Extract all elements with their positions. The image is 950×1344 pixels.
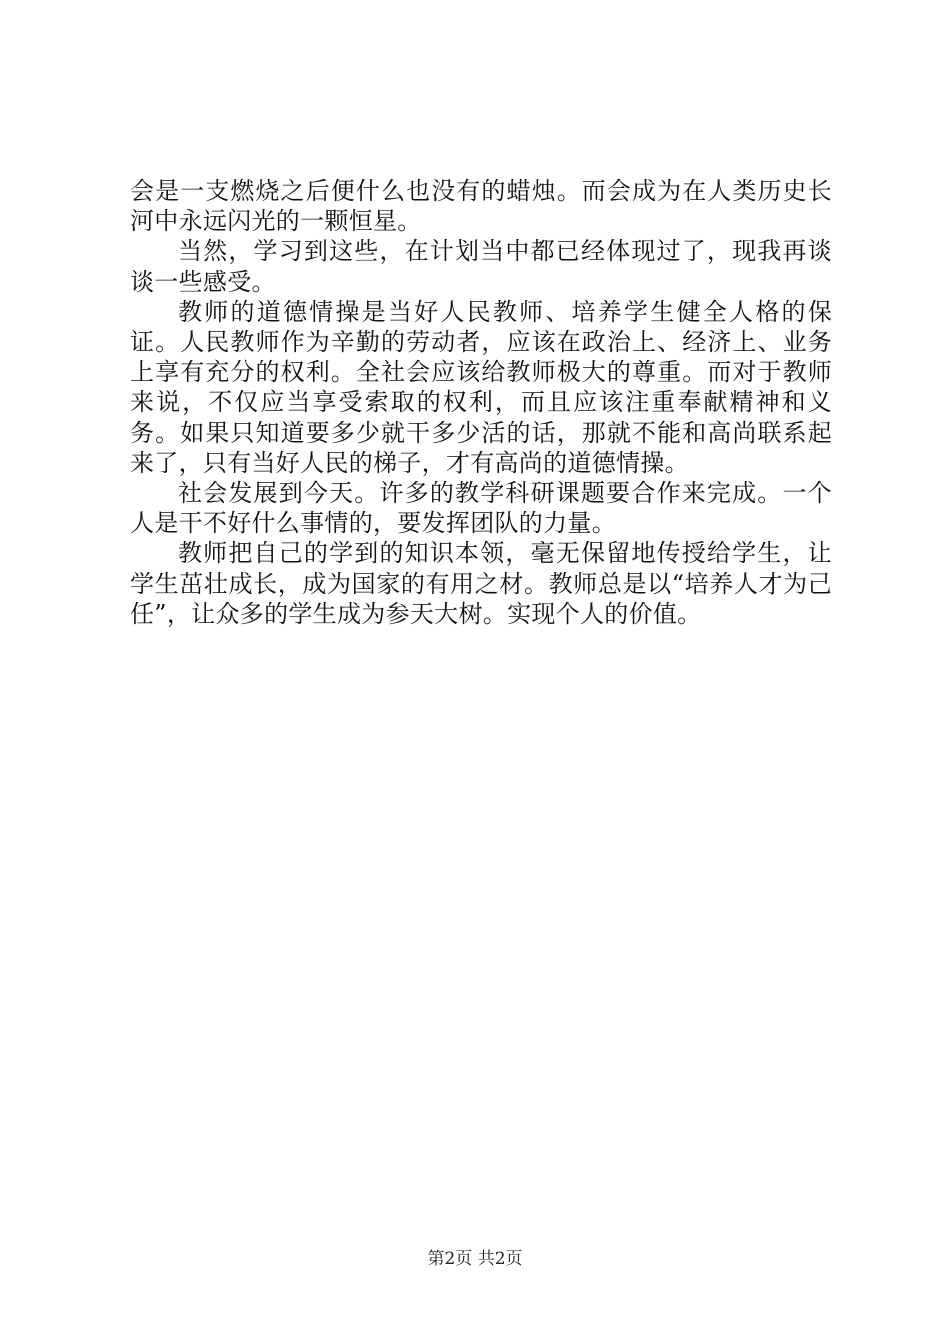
- paragraph-1: 会是一支燃烧之后便什么也没有的蜡烛。而会成为在人类历史长河中永远闪光的一颗恒星。: [130, 177, 832, 236]
- paragraph-2: 当然，学习到这些，在计划当中都已经体现过了，现我再谈谈一些感受。: [130, 237, 832, 296]
- page-number-footer: 第2页 共2页: [427, 1249, 523, 1269]
- paragraph-5: 教师把自己的学到的知识本领，毫无保留地传授给学生，让学生茁壮成长，成为国家的有用之材。教师总是以“培养人才为己任”，让众多的学生成为参天大树。实现个人的价值。: [130, 539, 832, 628]
- document-body: [130, 176, 832, 629]
- paragraph-3: 教师的道德情操是当好人民教师、培养学生健全人格的保证。人民教师作为辛勤的劳动者，应该在政治上、经济上、业务上享有充分的权利。全社会应该给教师极大的尊重。而对于教师来说，不仅应当享受索取的权利，而且应该注重奉献精神和义务。如果只知道要多少就干多少活的话，那就不能和高尚联系起来了，只有当好人民的梯子，才有高尚的道德情操。: [130, 297, 832, 477]
- paragraph-4: 社会发展到今天。许多的教学科研课题要合作来完成。一个人是干不好什么事情的，要发挥团队的力量。: [130, 479, 832, 538]
